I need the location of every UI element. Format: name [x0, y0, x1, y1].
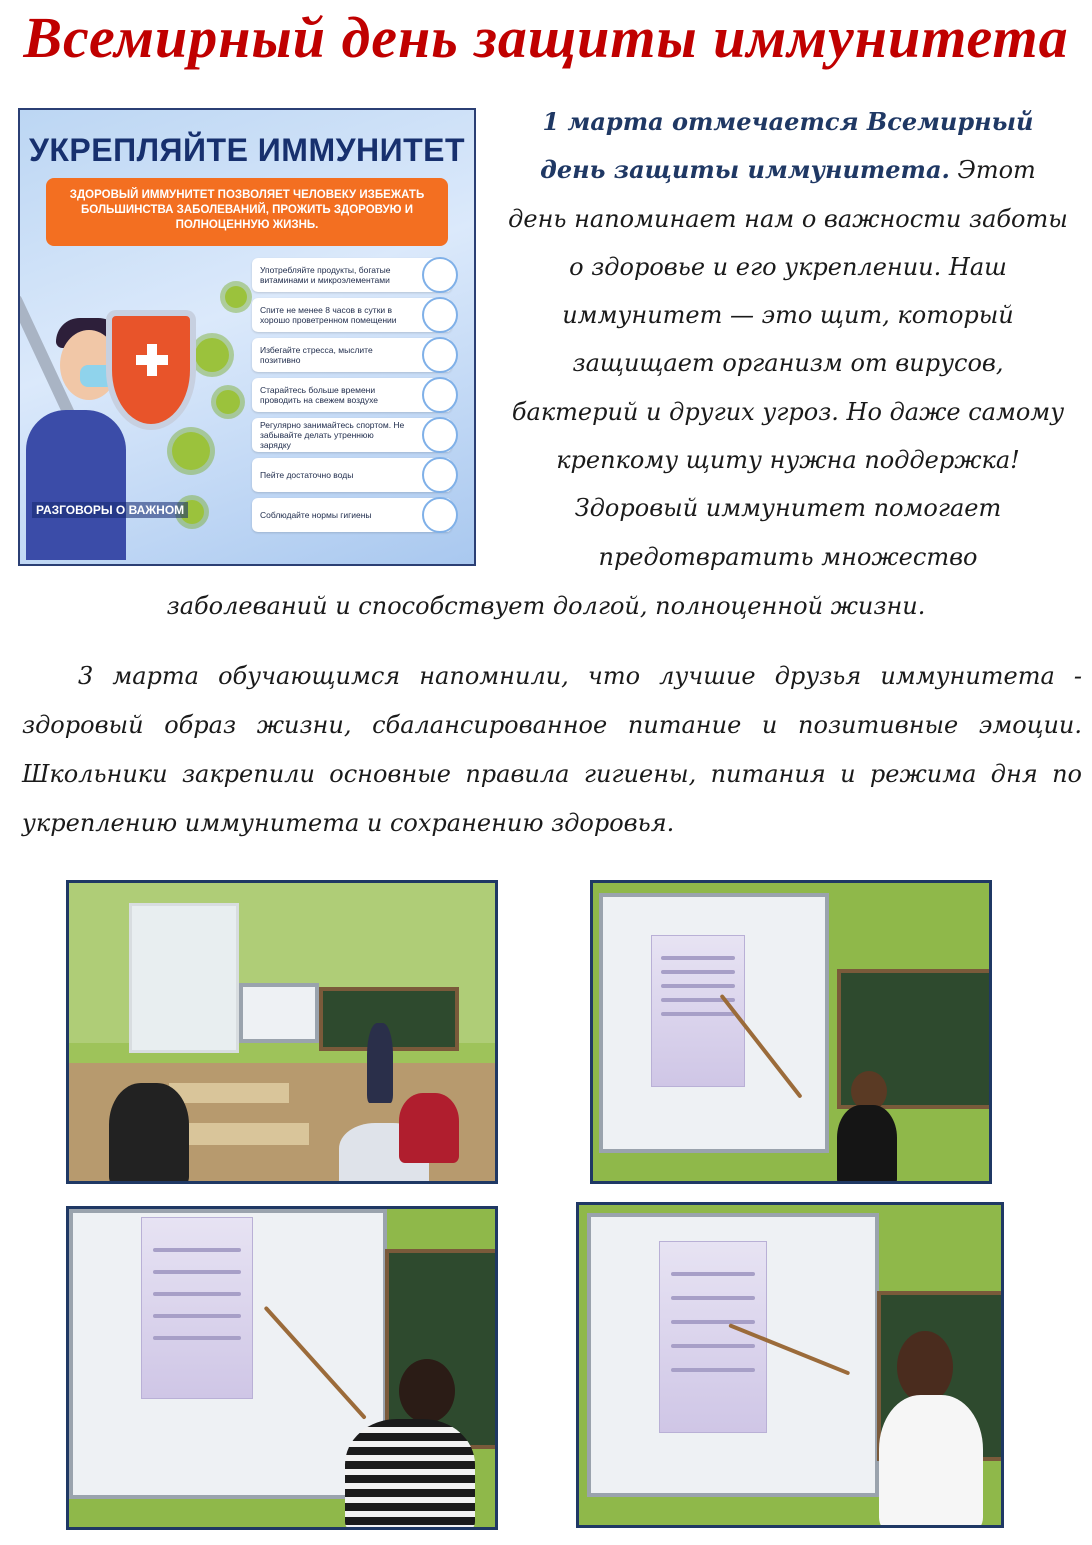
- virus-icon: [172, 432, 210, 470]
- poster-tip: Регулярно занимайтесь спортом. Не забывайте делать утреннюю зарядку: [252, 418, 452, 452]
- virus-icon: [195, 338, 229, 372]
- poster-tip: Соблюдайте нормы гигиены: [252, 498, 452, 532]
- immunity-poster: [18, 108, 476, 566]
- poster-tip: Употребляйте продукты, богатые витаминами и микроэлементами: [252, 258, 452, 292]
- cross-icon: [136, 344, 168, 376]
- hero-figure: [26, 410, 126, 560]
- teacher: [367, 1023, 393, 1103]
- desk: [169, 1083, 289, 1103]
- event-paragraph: 3 марта обучающимся напомнили, что лучшие друзья иммунитета - здоровый образ жизни, сбалансированное питание и позитивные эмоции. Школьники закрепили основные правила гигиены, питания и режима дня по укреплению иммунитета и сохранению здоровья.: [22, 662, 1082, 837]
- page-title: Всемирный день защиты иммунитета: [23, 5, 1069, 70]
- sport-icon: [422, 417, 458, 453]
- poster-tip: Спите не менее 8 часов в сутки в хорошо проветренном помещении: [252, 298, 452, 332]
- intro-lead: 1 марта отмечается Всемирный день защиты иммунитета.: [540, 107, 1034, 185]
- student-head: [399, 1359, 455, 1423]
- poster-logo: РАЗГОВОРЫ О ВАЖНОМ: [32, 502, 188, 518]
- poster-heading: УКРЕПЛЯЙТЕ ИММУНИТЕТ: [28, 132, 466, 168]
- poster-tip: Избегайте стресса, мыслите позитивно: [252, 338, 452, 372]
- poster-tips: [252, 258, 452, 538]
- projected-slide: [141, 1217, 253, 1399]
- window: [129, 903, 239, 1053]
- photo-student-at-board-1: [590, 880, 992, 1184]
- student: [345, 1419, 475, 1530]
- intro-text: [508, 98, 1068, 581]
- sleep-icon: [422, 297, 458, 333]
- student: [837, 1105, 897, 1184]
- hygiene-icon: [422, 497, 458, 533]
- photo-student-at-board-3: [576, 1202, 1004, 1528]
- nature-icon: [422, 377, 458, 413]
- student: [879, 1395, 983, 1528]
- intro-tail: заболеваний и способствует долгой, полноценной жизни.: [166, 592, 926, 620]
- virus-icon: [216, 390, 240, 414]
- poster-banner: ЗДОРОВЫЙ ИММУНИТЕТ ПОЗВОЛЯЕТ ЧЕЛОВЕКУ ИЗБЕЖАТЬ БОЛЬШИНСТВА ЗАБОЛЕВАНИЙ, ПРОЖИТЬ ЗДОРОВУЮ И ПОЛНОЦЕННУЮ ЖИЗНЬ.: [46, 178, 448, 246]
- photo-student-at-board-2: [66, 1206, 498, 1530]
- fruits-icon: [422, 257, 458, 293]
- whiteboard: [239, 983, 319, 1043]
- student: [109, 1083, 189, 1184]
- shield-icon: [106, 310, 196, 430]
- projected-slide: [659, 1241, 767, 1433]
- poster-tip: Старайтесь больше времени проводить на свежем воздухе: [252, 378, 452, 412]
- student: [399, 1093, 459, 1163]
- virus-icon: [225, 286, 247, 308]
- photo-classroom: [66, 880, 498, 1184]
- intro-body: Этот день напоминает нам о важности заботы о здоровье и его укреплении. Наш иммунитет — это щит, который защищает организм от вирусов, бактерий и других угроз. Но даже самому крепкому щиту нужна поддержка! Здоровый иммунитет помогает предотвратить множество: [508, 156, 1068, 571]
- poster-tip: Пейте достаточно воды: [252, 458, 452, 492]
- student-head: [897, 1331, 953, 1403]
- smile-icon: [422, 337, 458, 373]
- water-icon: [422, 457, 458, 493]
